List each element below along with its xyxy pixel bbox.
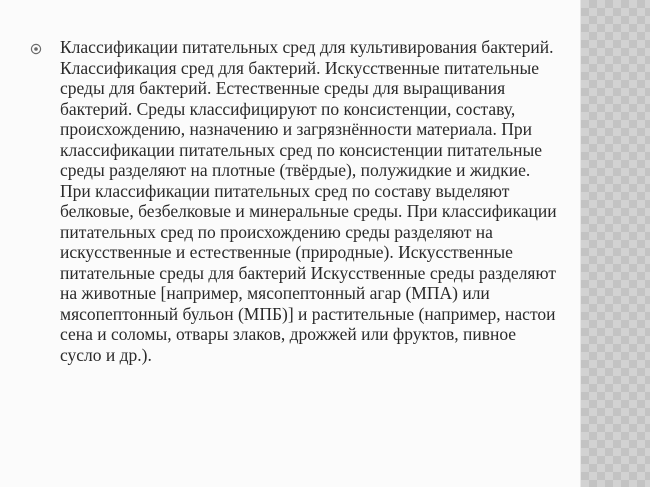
- bullet-item: [30, 37, 560, 365]
- decorative-side-strip: [580, 0, 650, 487]
- slide-content: [30, 37, 560, 365]
- circle-dot-icon: [30, 43, 42, 55]
- bullet-text: Классификации питательных сред для культивирования бактерий. Классификация сред для бактерий. Искусственные питательные среды для бактерий. Естественные среды для выращивания бактерий. Среды классифицируют по консистенции, составу, происхождению, назначению и загрязнённости материала. При классификации питательных сред по консистенции питательные среды разделяют на плотные (твёрдые), полужидкие и жидкие. При классификации питательных сред по составу выделяют белковые, безбелковые и минеральные среды. При классификации питательных сред по происхождению среды разделяют на искусственные и естественные (природные). Искусственные питательные среды для бактерий Искусственные среды разделяют на животные [например, мясопептонный агар (МПА) или мясопептонный бульон (МПБ)] и растительные (например, настои сена и соломы, отвары злаков, дрожжей или фруктов, пивное сусло и др.).: [60, 37, 557, 365]
